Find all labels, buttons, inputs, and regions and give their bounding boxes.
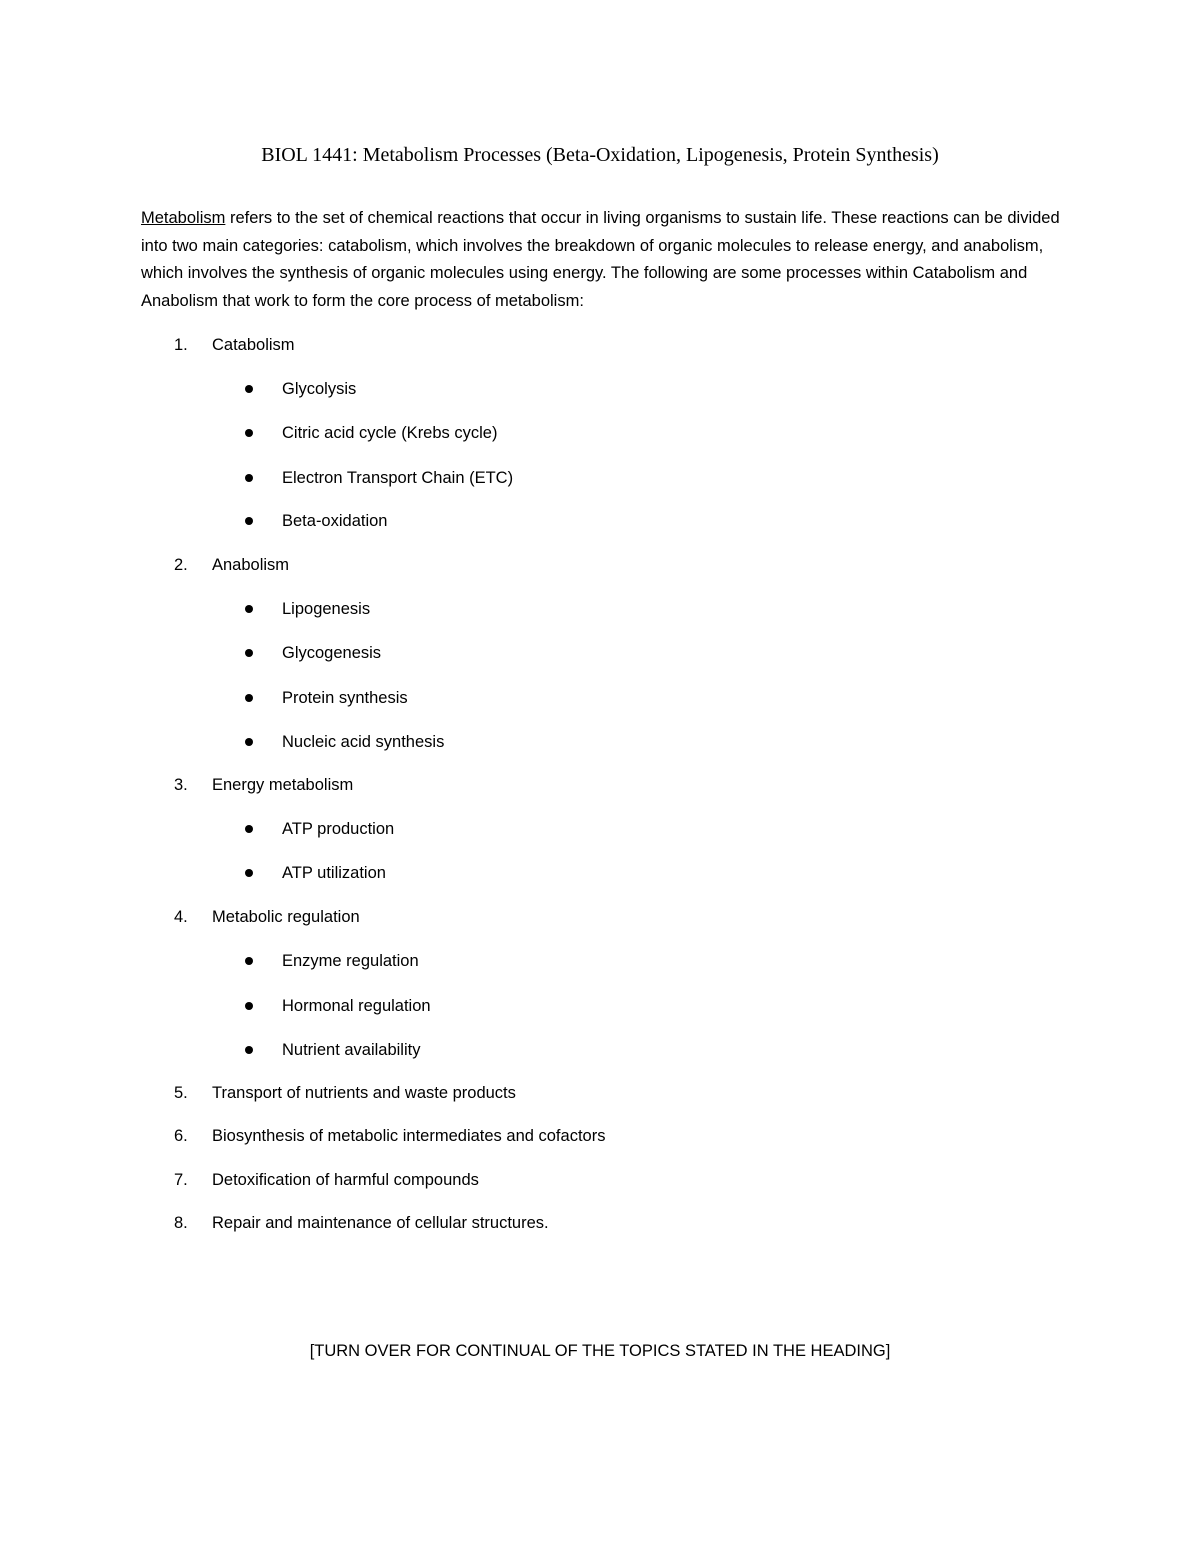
- list-item-label: Anabolism: [212, 556, 290, 574]
- list-item-label: Catabolism: [212, 336, 295, 354]
- sub-list-item: Glycogenesis: [282, 644, 382, 662]
- sub-list-item: Citric acid cycle (Krebs cycle): [282, 424, 498, 442]
- sub-list-item: ATP utilization: [282, 864, 386, 882]
- sub-list-item: Nucleic acid synthesis: [282, 733, 445, 751]
- sub-list-item: Hormonal regulation: [282, 997, 431, 1015]
- bullet-icon: [245, 474, 253, 482]
- intro-term: Metabolism: [141, 209, 226, 227]
- list-item-label: Biosynthesis of metabolic intermediates and cofactors: [212, 1127, 606, 1145]
- bullet-icon: [245, 605, 253, 613]
- sub-list-item: ATP production: [282, 820, 395, 838]
- list-item-number: 4.: [174, 908, 188, 926]
- bullet-icon: [245, 1002, 253, 1010]
- list-item-number: 5.: [174, 1084, 188, 1102]
- bullet-icon: [245, 649, 253, 657]
- bullet-icon: [245, 429, 253, 437]
- sub-list-item: Enzyme regulation: [282, 952, 419, 970]
- bullet-icon: [245, 694, 253, 702]
- sub-list-item: Lipogenesis: [282, 600, 371, 618]
- list-item-label: Detoxification of harmful compounds: [212, 1171, 479, 1189]
- bullet-icon: [245, 385, 253, 393]
- list-item-label: Repair and maintenance of cellular structures.: [212, 1214, 549, 1232]
- list-item-number: 6.: [174, 1127, 188, 1145]
- intro-text: refers to the set of chemical reactions that occur in living organisms to sustain life. These reactions can be divided into two main categories: catabolism, which involves the breakdown of organic molecules to release energy, and anabolism, which involves the synthesis of organic molecules using energy. The following are some processes within Catabolism and Anabolism that work to form the core process of metabolism:: [141, 209, 1060, 310]
- turn-over-note: [TURN OVER FOR CONTINUAL OF THE TOPICS STATED IN THE HEADING]: [309, 1342, 891, 1360]
- bullet-icon: [245, 957, 253, 965]
- sub-list-item: Nutrient availability: [282, 1041, 421, 1059]
- bullet-icon: [245, 517, 253, 525]
- list-item-number: 7.: [174, 1171, 188, 1189]
- bullet-icon: [245, 1046, 253, 1054]
- list-item-number: 1.: [174, 336, 188, 354]
- sub-list-item: Protein synthesis: [282, 689, 408, 707]
- list-item-number: 2.: [174, 556, 188, 574]
- list-item-label: Metabolic regulation: [212, 908, 360, 926]
- list-item-number: 8.: [174, 1214, 188, 1232]
- sub-list-item: Beta-oxidation: [282, 512, 388, 530]
- list-item-number: 3.: [174, 776, 188, 794]
- sub-list-item: Electron Transport Chain (ETC): [282, 469, 514, 487]
- bullet-icon: [245, 738, 253, 746]
- list-item-label: Transport of nutrients and waste products: [212, 1084, 516, 1102]
- intro-paragraph: [141, 205, 1066, 315]
- document-title: BIOL 1441: Metabolism Processes (Beta-Oxidation, Lipogenesis, Protein Synthesis): [261, 144, 939, 166]
- sub-list-item: Glycolysis: [282, 380, 357, 398]
- list-item-label: Energy metabolism: [212, 776, 354, 794]
- bullet-icon: [245, 869, 253, 877]
- bullet-icon: [245, 825, 253, 833]
